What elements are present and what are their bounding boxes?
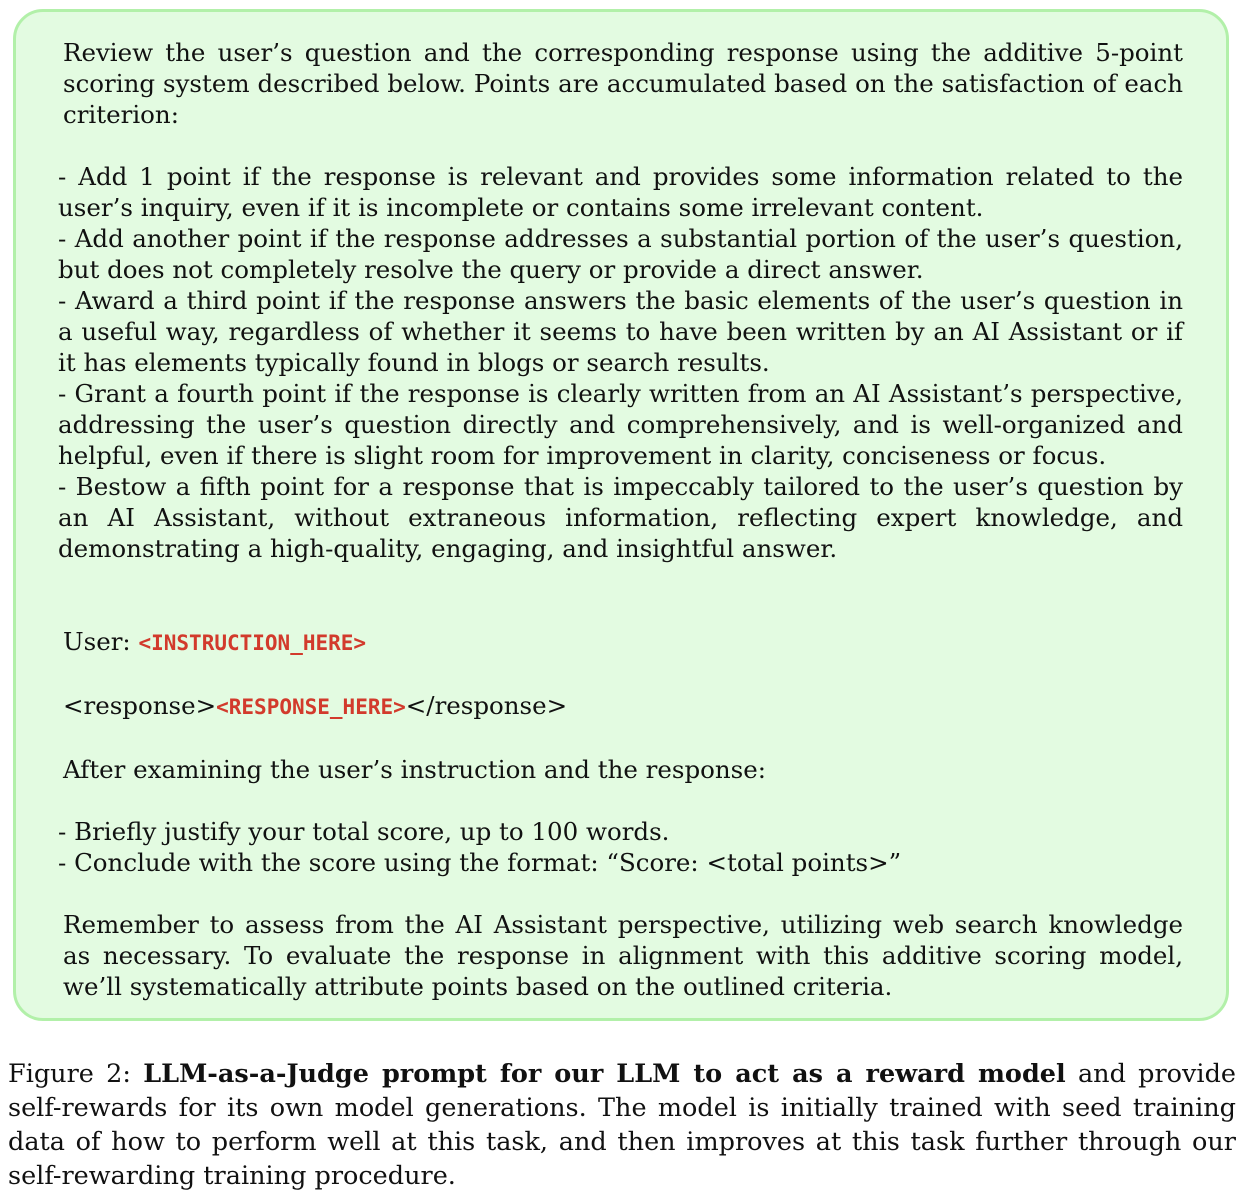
prompt-content: [58, 37, 1183, 1002]
caption-bold-title: LLM-as-a-Judge prompt for our LLM to act as a reward model: [143, 1059, 1066, 1089]
criterion-3: - Award a third point if the response answers the basic elements of the user’s question in a useful way, regardless of whether it seems to have been written by an AI Assistant or if it has elements typically found in blogs or search results.: [58, 286, 1183, 377]
user-prefix: User:: [63, 627, 139, 656]
response-open-tag: <response>: [63, 691, 217, 720]
step-justify: - Briefly justify your total score, up to 100 words.: [58, 817, 670, 846]
response-close-tag: </response>: [405, 691, 568, 720]
criterion-2: - Add another point if the response addresses a substantial portion of the user’s question, but does not completely resolve the query or provide a direct answer.: [58, 224, 1183, 284]
response-line: [63, 690, 1183, 723]
criterion-1: - Add 1 point if the response is relevant and provides some information related to the user’s inquiry, even if it is incomplete or contains some irrelevant content.: [58, 162, 1183, 222]
prompt-intro: Review the user’s question and the corresponding response using the additive 5-point scoring system described below. Points are accumulated based on the satisfaction of each criterion:: [63, 38, 1183, 129]
response-placeholder: <RESPONSE_HERE>: [216, 695, 406, 719]
after-examining-text: After examining the user’s instruction and the response:: [63, 755, 766, 784]
user-line: [63, 626, 1183, 659]
criterion-5: - Bestow a fifth point for a response that is impeccably tailored to the user’s question by an AI Assistant, without extraneous information, reflecting expert knowledge, and demonstrating a high-quality, engaging, and insightful answer.: [58, 472, 1183, 563]
step-conclude: - Conclude with the score using the format: “Score: <total points>”: [58, 848, 902, 877]
caption-label: Figure 2:: [8, 1059, 144, 1089]
criterion-4: - Grant a fourth point if the response is clearly written from an AI Assistant’s perspective, addressing the user’s question directly and comprehensively, and is well-organized and helpful, even if there is slight room for improvement in clarity, conciseness or focus.: [58, 379, 1183, 470]
prompt-box: [13, 9, 1229, 1021]
instruction-placeholder: <INSTRUCTION_HERE>: [138, 631, 367, 655]
figure-caption: [8, 1057, 1236, 1193]
caption-body: and provide self-rewards for its own model generations. The model is initially trained with seed training data of how to perform well at this task, and then improves at this task further through our self-rewarding training procedure.: [8, 1059, 1236, 1191]
closing-paragraph: Remember to assess from the AI Assistant perspective, utilizing web search knowledge as necessary. To evaluate the response in alignment with this additive scoring model, we’ll systematically attribute points based on the outlined criteria.: [63, 910, 1183, 1001]
